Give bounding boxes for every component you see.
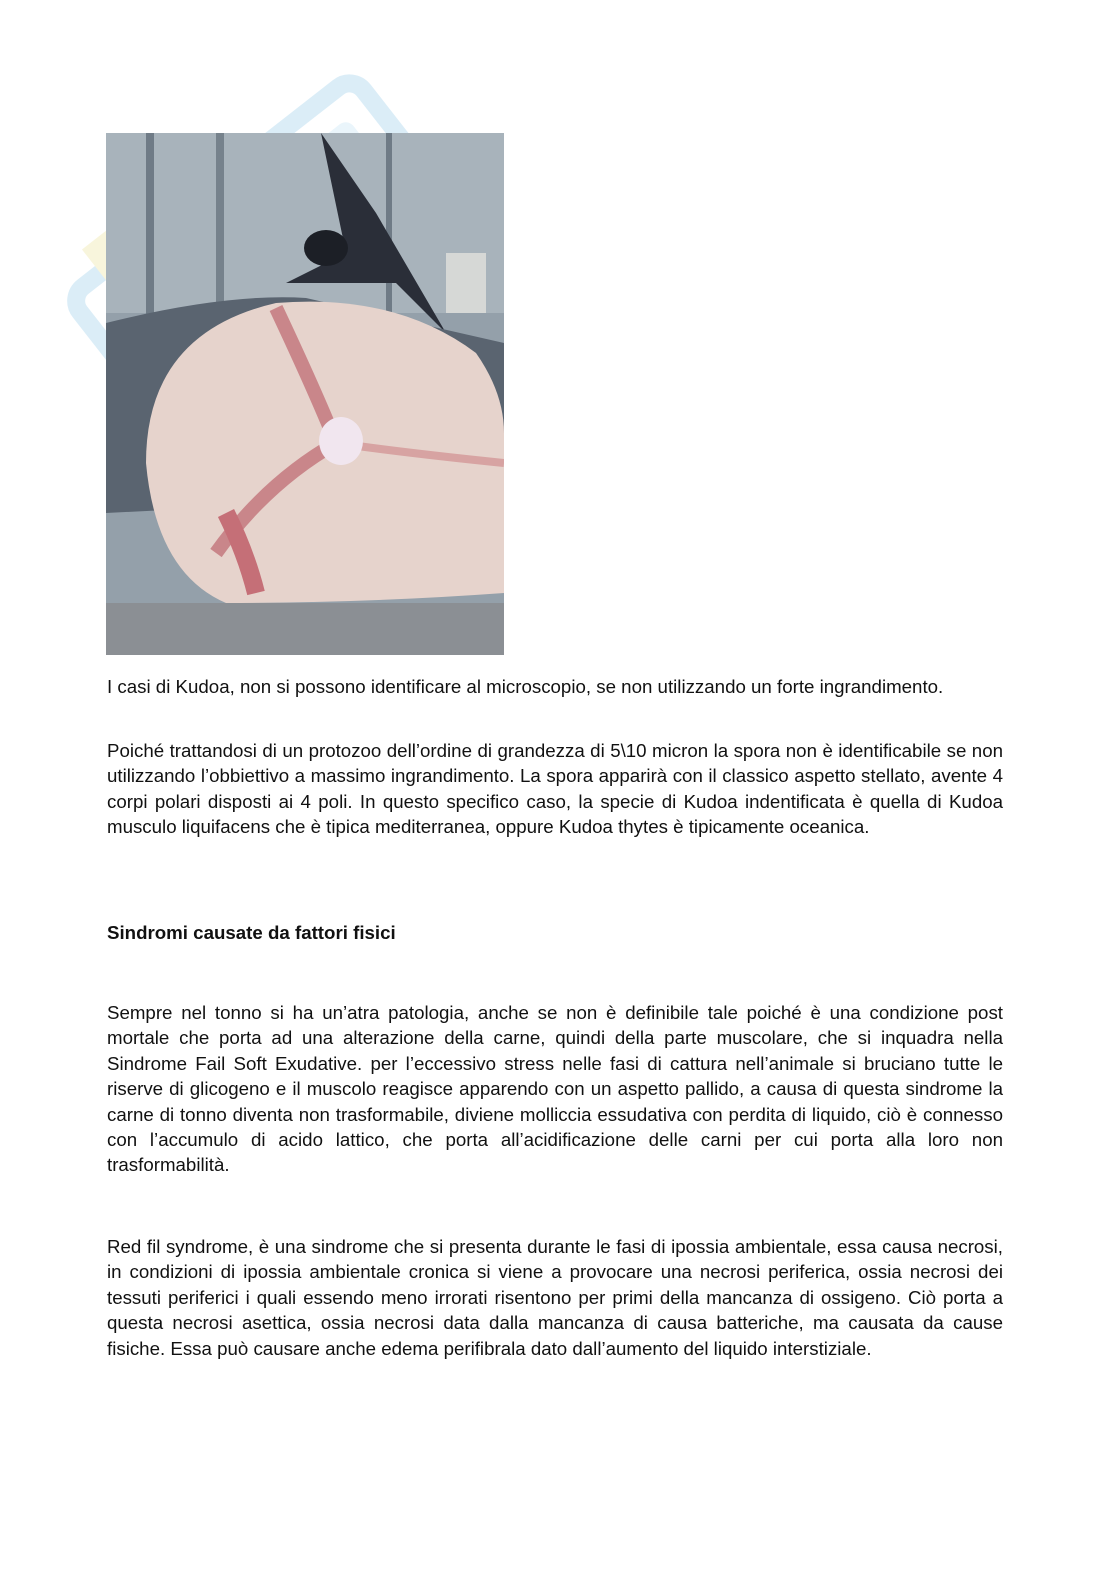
paragraph-fail-soft-exudative [107,1000,1003,1178]
section-heading: Sindromi causate da fattori fisici [107,922,396,943]
paragraph-text: Poiché trattandosi di un protozoo dell’ordine di grandezza di 5\10 micron la spora non è identificabile se non utilizzando l’obbiettivo a massimo ingrandimento. La spora apparirà con il classico aspetto stellato, avente 4 corpi polari disposti ai 4 poli. In questo specifico caso, la specie di Kudoa indentificata è quella di Kudoa musculo liquifacens che è tipica mediterranea, oppure Kudoa thytes è tipicamente oceanica. [107,740,1003,838]
paragraph-text: Sempre nel tonno si ha un’atra patologia, anche se non è definibile tale poiché è una condizione post mortale che porta ad una alterazione della carne, quindi della parte muscolare, che si inquadra nella Sindrome Fail Soft Exudative. per l’eccessivo stress nelle fasi di cattura nell’animale si bruciano tutte le riserve di glicogeno e il muscolo reagisce apparendo con un aspetto pallido, a causa di questa sindrome la carne di tonno diventa non trasformabile, diviene molliccia essudativa con perdita di liquido, ciò è connesso con l’accumulo di acido lattico, che porta all’acidificazione delle carni per cui porta alla loro non trasformabilità. [107,1002,1003,1176]
paragraph-red-fil-syndrome [107,1234,1003,1361]
paragraph-text: Red fil syndrome, è una sindrome che si presenta durante le fasi di ipossia ambientale, essa causa necrosi, in condizioni di ipossia ambientale cronica si viene a provocare una necrosi periferica, ossia necrosi dei tessuti periferici i quali essendo meno irrorati risentono per primi della mancanza di ossigeno. Ciò porta a questa necrosi asettica, ossia necrosi data dalla mancanza di causa batteriche, ma causata da cause fisiche. Essa può causare anche edema perifibrala dato dall’aumento del liquido interstiziale. [107,1236,1003,1359]
fish-lesion-photo-icon [106,133,504,655]
paragraph-kudoa-intro [107,674,1003,699]
paragraph-kudoa-spora [107,738,1003,840]
specimen-photo [106,133,504,655]
paragraph-text: I casi di Kudoa, non si possono identificare al microscopio, se non utilizzando un forte ingrandimento. [107,676,944,697]
